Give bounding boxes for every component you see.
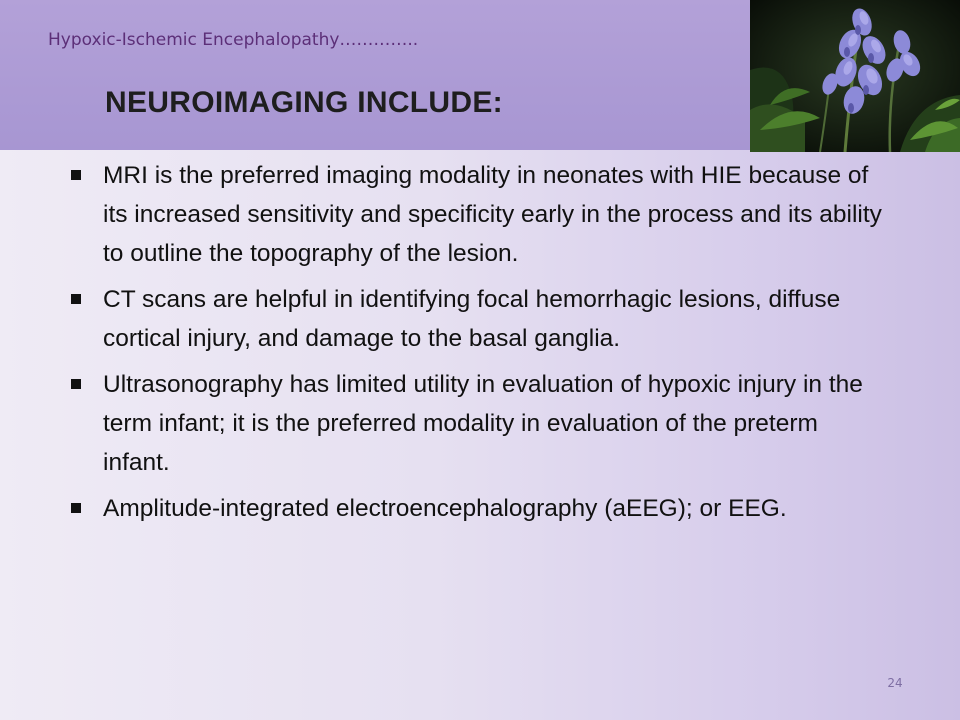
bullet-text: CT scans are helpful in identifying focal hemorrhagic lesions, diffuse cortical injury, and damage to the basal ganglia.	[103, 286, 841, 352]
square-bullet-icon	[71, 379, 81, 389]
square-bullet-icon	[71, 294, 81, 304]
slide-subtitle: Hypoxic-Ischemic Encephalopathy…………..	[48, 30, 419, 50]
slide-title: NEUROIMAGING INCLUDE:	[105, 86, 503, 119]
square-bullet-icon	[71, 170, 81, 180]
bullet-item-ultrasonography	[68, 365, 888, 482]
bullet-list	[68, 156, 888, 535]
bullet-item-mri	[68, 156, 888, 273]
bullet-text: MRI is the preferred imaging modality in neonates with HIE because of its increased sensitivity and specificity early in the process and its ability to outline the topography of the lesion.	[103, 162, 882, 267]
bullet-text: Amplitude-integrated electroencephalography (aEEG); or EEG.	[103, 495, 787, 522]
bullet-item-ct	[68, 280, 888, 358]
page-number: 24	[887, 676, 903, 690]
bullet-item-aeeg	[68, 489, 888, 528]
bluebell-flowers-photo	[750, 0, 960, 152]
square-bullet-icon	[71, 503, 81, 513]
bullet-text: Ultrasonography has limited utility in evaluation of hypoxic injury in the term infant; it is the preferred modality in evaluation of the preterm infant.	[103, 371, 863, 476]
